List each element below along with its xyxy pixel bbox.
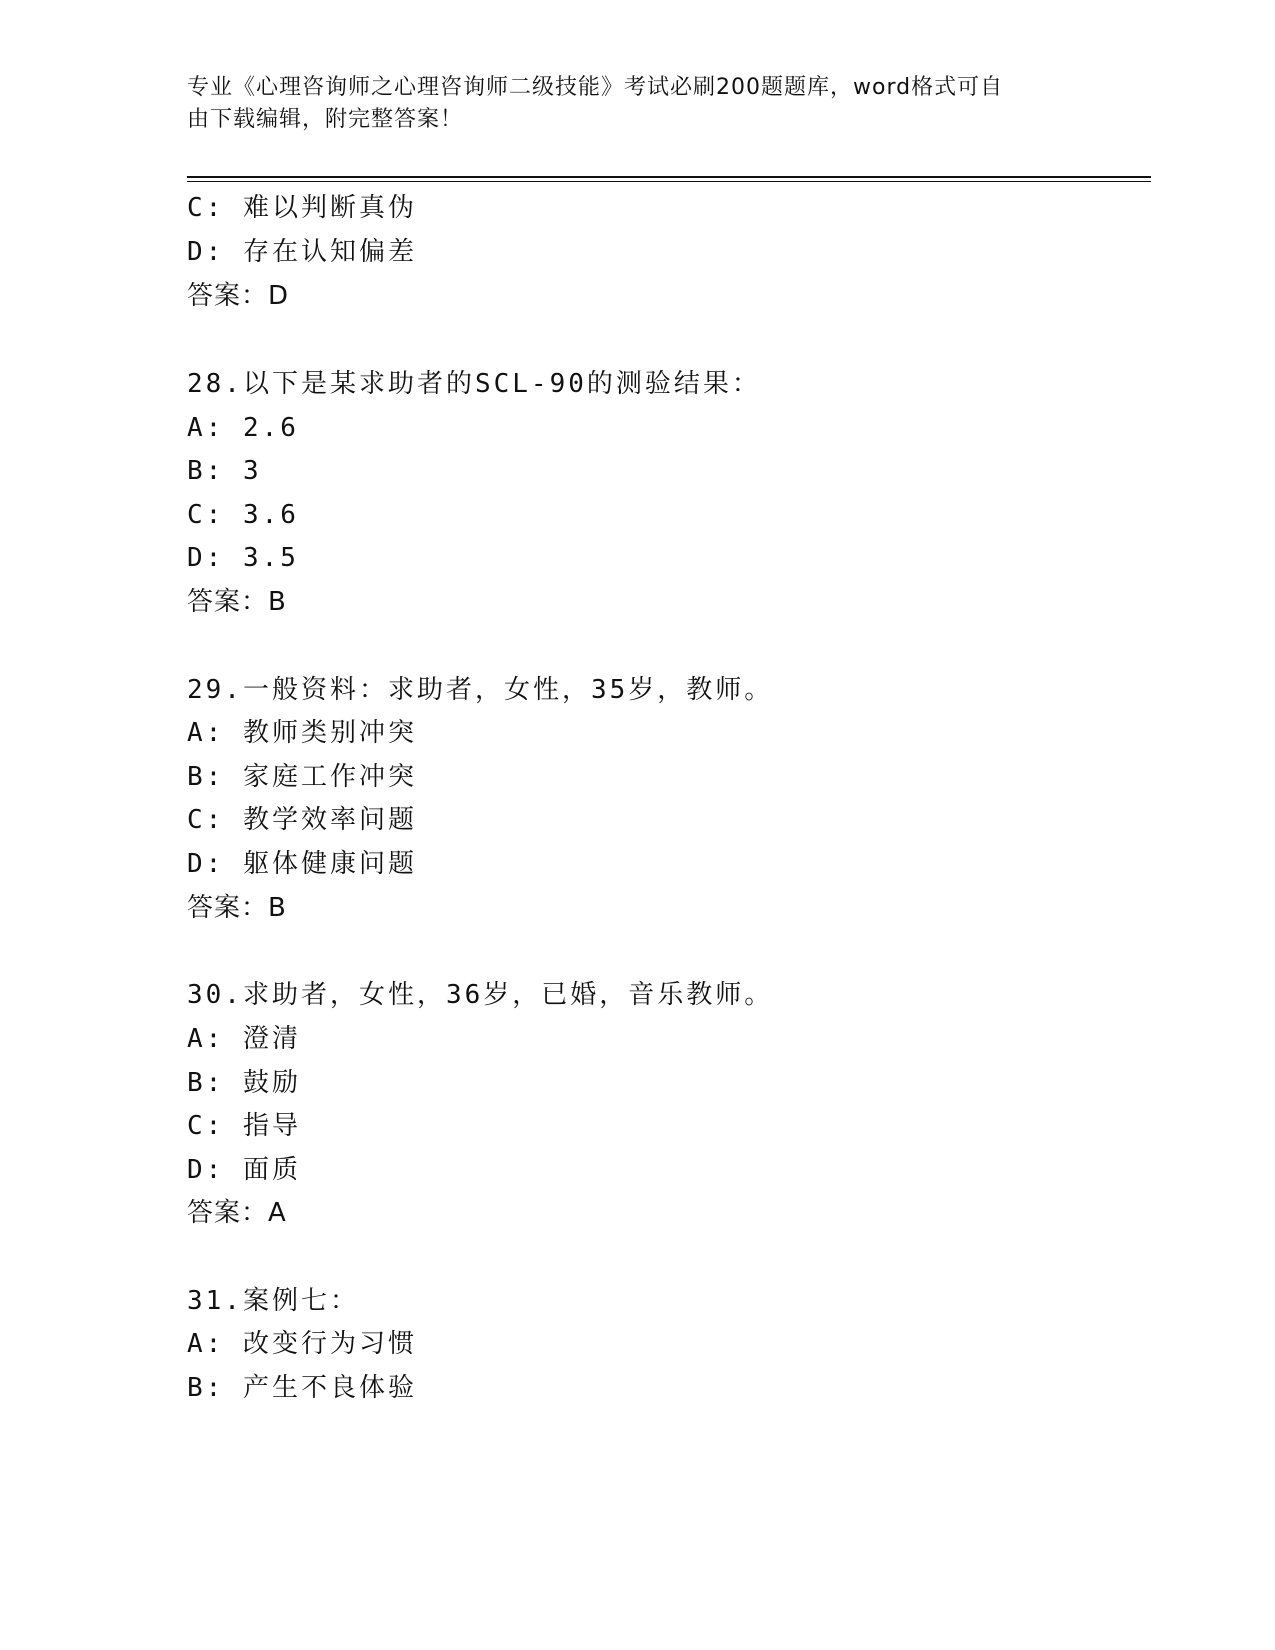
- question-stem: 28.以下是某求助者的SCL-90的测验结果：: [187, 369, 761, 399]
- option-b: B: 家庭工作冲突: [187, 762, 417, 792]
- option-c: C: 难以判断真伪: [187, 193, 417, 223]
- option-a: A: 改变行为习惯: [187, 1329, 417, 1359]
- header-line-2: 由下载编辑，附完整答案！: [187, 107, 464, 132]
- header-divider-bottom: [187, 181, 1151, 182]
- option-b: B: 鼓励: [187, 1068, 301, 1098]
- option-d: D: 面质: [187, 1155, 301, 1185]
- question-stem: 30.求助者，女性，36岁，已婚，音乐教师。: [187, 980, 774, 1010]
- answer-line: 答案：B: [187, 893, 287, 923]
- option-d: D: 躯体健康问题: [187, 849, 417, 879]
- document-header: [187, 72, 1067, 136]
- option-a: A: 2.6: [187, 413, 299, 443]
- option-a: A: 澄清: [187, 1024, 301, 1054]
- option-d: D: 3.5: [187, 543, 299, 573]
- answer-line: 答案：A: [187, 1198, 287, 1228]
- option-c: C: 指导: [187, 1111, 301, 1141]
- answer-line: 答案：D: [187, 281, 290, 311]
- header-divider-top: [187, 176, 1151, 178]
- option-d: D: 存在认知偏差: [187, 237, 417, 267]
- option-a: A: 教师类别冲突: [187, 718, 417, 748]
- header-line-1: 专业《心理咨询师之心理咨询师二级技能》考试必刷200题题库，word格式可自: [187, 75, 1004, 100]
- option-c: C: 教学效率问题: [187, 805, 417, 835]
- answer-line: 答案：B: [187, 587, 287, 617]
- question-stem: 31.案例七：: [187, 1286, 359, 1316]
- option-c: C: 3.6: [187, 500, 299, 530]
- question-stem: 29.一般资料：求助者，女性，35岁，教师。: [187, 675, 774, 705]
- option-b: B: 产生不良体验: [187, 1373, 417, 1403]
- option-b: B: 3: [187, 456, 262, 486]
